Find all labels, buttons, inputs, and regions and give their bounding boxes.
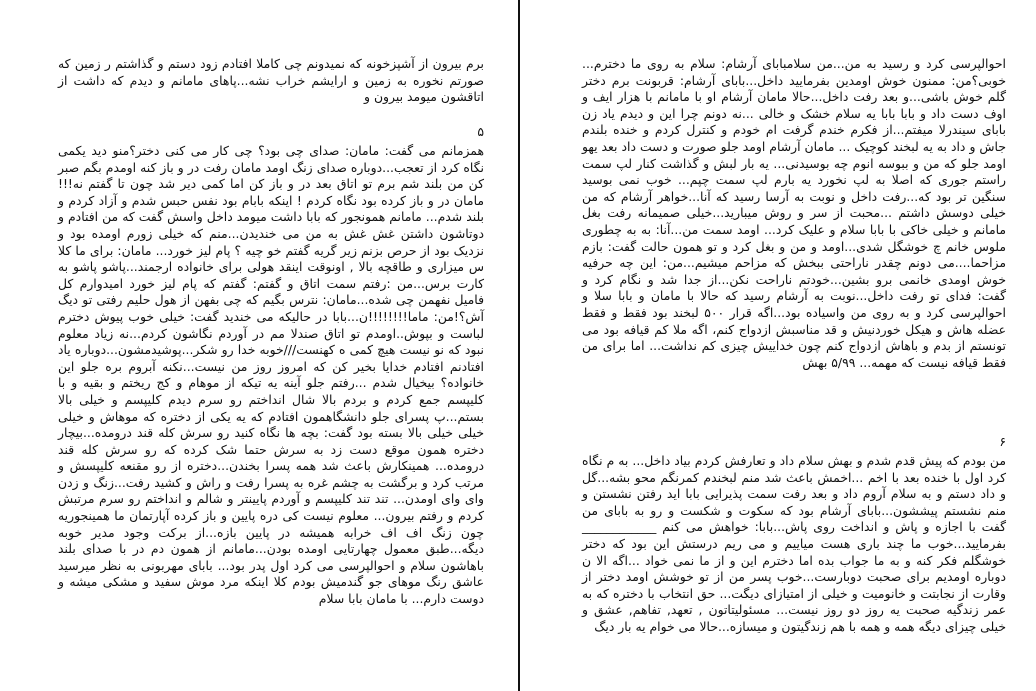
right-paragraph-1: احوالپرسی کرد و رسید به من...من سلامبابای آرشام: سلام به روی ما دخترم... خوبی؟من: ممنون خوش اومدین بفرمایید داخل...بابای آرشام: قربونت برم دختر گلم خوش باشی...و بعد رفت داخل...حالا مامان آرشام او با مامانم با هزار ایف و اوف دست داد و بابا بابا یه سلام خشک و خالی ...نه دونم چرا این و دیدم یاد زن بابای سیندرلا میفتم...از فکرم خندم گرفت ام خودم و کنترل کردم و خنده بلندم جاش و داد به یه لبخند کوچیک ... مامان آرشام اومد جلو صورت و دست داد بعد یهو اومد جلو که من و ببوسه انوم چه بوسیدنی... یه بار لبش و گذاشت کنار لپ سمت راستم جوری که اصلا به لپ نخورد یه بارم لپ سمت چپم... خوب نمی بوسید سنگین تر بود که...رفت داخل و نوبت به آرسا رسید که آنا...خواهر آرشام که من خیلی دوسش داشتم ...محبت از سر و روش میبارید...خیلی صمیمانه رفت بغل مامانم و خیلی خاکی با بابا سلام و علیک کرد... اومد سمت من...آنا: به به چطوری ملوس خانم چ خوشگل شدی...اومد و من و بغل کرد و تو همون حالت گفت: بازم مزاحما....می دونم چقدر ناراحتی ببخش که مزاحم میشیم...من: این چه حرفیه خوش اومدی خانمی برو بشین...خودتم ناراحت نکن...از جدا شد و نگام کرد و گفت: فدای تو رفت داخل...نوبت به آرشام رسید که حالا با مامان و بابا سلا و احوالپرسی کرد و به روی من واسیاده بود...اگه قرار ۵۰۰ لبخند بود فقط و فقط عضله هاش و هیکل خوردنیش و قد مناسبش ازدواج کنم، اگه ملا کم قیافه بود می تونستم از بدم و باهاش ازدواج کنم چون خداییش چیزی کم نداشت... اما برای من فقط قیافه نیست که مهمه... ۵/۹۹ بهش <box>582 56 1006 370</box>
page-divider <box>518 0 520 691</box>
section-number-6: ۶ <box>999 434 1006 449</box>
section-number-5: ۵ <box>477 124 484 139</box>
left-paragraph-2: همزمانم می گفت: مامان: صدای چی بود؟ چی کار می کنی دختر؟منو دید یکمی نگاه کرد از تعجب...دوباره صدای زنگ اومد مامان رفت در و باز کنه اومدم بگم صبر کن من بلند شم برم تو اتاق بعد در و باز کن اما کمی دیر شد چون تا گفتم نه!!! مامان در و باز کرده بود نگاه کردم ! اینکه بابام بود نفس حبس شدم و آزاد کردم و بلند شدم... مامانم همونجور که بابا داشت میومد داخل واسش گفت که من افتادم و دوتاشون داشتن غش غش به من می خندیدن...منم که خیلی زورم اومده بود و نزدیک بود از حرص بزنم زیر گریه گفتم خو چیه ؟ پام لیز خورد... مامان: برای ما کلا س میزاری و طاقچه بالا , اونوقت اینقد هولی برای خانواده ارجمند...پاشو پاشو به کارت برس...من :رفتم سمت اتاق و گفتم: گفتم که پام لیز خورد امیدوارم کل فامیل نفهمن چی شده...مامان: نترس بگیم که چی بفهن از هول حلیم رفتی تو دیگ آش؟!من: ماما!!!!!!!!ن...بابا در حالیکه می خندید گفت: خیلی خوب پیوش دخترم لباست و بپوش..اومدم تو اتاق صندلا مم در آوردم نگاشون کردم...نه زیاد معلوم نبود که نو نیست هیچ کمی ه کهنست///خوبه خدا رو شکر...پوشیدمشون...دوباره یاد افتادنم افتادم خدایا بخیر کن که امروز روز من نیست...نکنه آبروم بره جلو این خانواده؟ بیخیال شدم ...رفتم جلو آینه یه تیکه از موهام و کج ریختم و بقیه و با کلیپسم جمع کردم و بردم بالا شال انداختم رو سرم دیدم کلیپسم و خیلی بالا بستم...پ پسرای جلو دانشگاهمون افتادم که یه یکی از دختره که موهاش و خیلی خیلی خیلی بالا بسته بود گفت: بچه ها نگاه کنید رو سرش کله قند درومده...بیچار دختره همون موقع دست زد به سرش حتما شک کرده که رو سرش کله قند درومده... همینکارش باعث شد همه پسرا بخندن...دختره از رو مقنعه کلیپسش و مرتب کرد و برگشت به چشم غره به پسرا رفت و راش و کشید رفت...زنگ و زدن وای وای اومدن... تند تند کلیپسم و آوردم پایینتر و شالم و انداختم رو سرم مرتبش کردم و رفتم بیرون... معلوم نیست کی دره پایین و باز کرده آپارتمان ما همینجوریه چون زنگ اف اف خرابه همیشه در پایین بازه...از برکت وجود مدیر خوبه دیگه...طبق معمول چهارتایی اومده بودن...مامانم از همون دم در با صدای بلند باهاشون سلام و احوالپرسی می کرد اول پدر بود... بابای مهربونی به نظر میرسید عاشق رنگ موهای جو گندمیش بودم کلا اینکه مرد موش سفید و مشکی میشه و دوست دارم... با مامان بابا سلام <box>58 143 484 607</box>
right-paragraph-2: من بودم که پیش قدم شدم و بهش سلام داد و تعارفش کردم بیاد داخل... به م نگاه کرد اول با خنده بعد با اخم ...اخمش باعث شد منم لبخندم کمرنگم محو بشه...گل و داد دستم و به سلام آروم داد و بعد رفت سمت پذیرایی بابا اید رفتن نشستن و منم نشستم پیششون...بابای آرشام بود که سکوت و شکست و رو به بابای من گفت با اجازه و پاش و انداخت روی پاش...بابا: خواهش می کنم ____________ بفرمایید...خوب ما چند باری هست میاییم و می ریم درستش این بود که دختر خوشگلم فکر کنه و به ما جواب بده اما دخترم این و از ما نمی خواد ...اگه الا ن دوباره اومدیم برای صحبت دوبارست...خوب پسر من از تو خوشش اومد دختر از وقارت از نجابتت و خانومیت و خیلی از امتیازای دیگت... حق انتخاب با دختره که به عمر زندگیه صحبت یه روز دو روز نیست... مسئولیتاتون , تعهد, تفاهم, عشق و خیلی چیزای دیگه همه و همه با هم زندگیتون و میسازه...حالا می خوام یه بار دیگ <box>582 453 1006 634</box>
left-page <box>58 0 484 691</box>
left-paragraph-1: برم بیرون از آشپزخونه که نمیدونم چی کاملا افتادم زود دستم و گذاشتم ر زمین که صورتم نخوره به زمین و ارایشم خراب نشه...پاهای مامانم و دیدم که داشت از اتاقشون میومد بیرون و <box>58 56 484 105</box>
right-page <box>582 0 1006 691</box>
